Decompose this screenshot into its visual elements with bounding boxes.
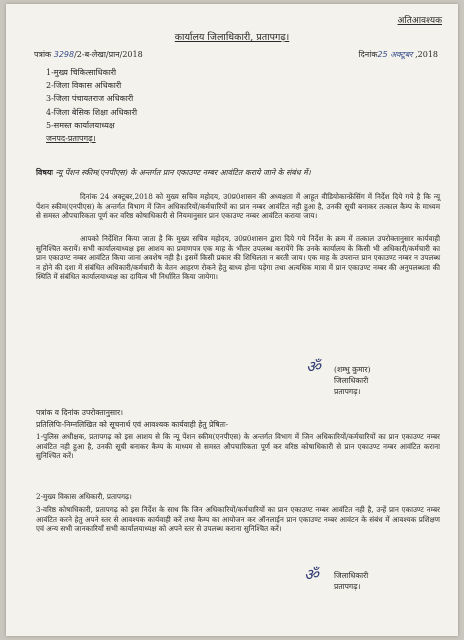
letter-date (358, 50, 438, 61)
copy-reference-line: पत्रांक व दिनांक उपरोक्तानुसार। (36, 408, 123, 417)
signature-block-2 (334, 570, 368, 592)
signatory-title-2: जिलाधिकारी (334, 571, 369, 580)
subject-label: विषयः (36, 168, 53, 177)
copy-item-2: 2-मुख्य विकास अधिकारी, प्रतापगढ़। (36, 492, 132, 501)
office-heading: कार्यालय जिलाधिकारी, प्रतापगढ़। (174, 32, 290, 43)
body-paragraph-2: आपको निर्देशित किया जाता है कि मुख्य सचिव महोदय, उ0प्र0शासन द्वारा दिये गये निर्देश के क्रम में तत्काल उपरोक्तानुसार कार्यवाही सुनिश्चित करायें। सभी कार्यालयाध्यक्ष इस आशय का प्रमाणपत्र एक माह के भीतर उपलब्ध करायेंगे कि उनके कार्यालय के किसी भी अधिकारी/कर्मचारी का प्रान एकाउण्ट नम्बर आवंटित किया जाना अवशेष नही है। इसमें किसी प्रकार की शिथिलता न बरती जाय। एक माह के उपरान्त प्रान एकाउण्ट नम्बर न उपलब्ध न होने की दशा में संबंधित अधिकारी/कर्मचारी के वेतन आहरण रोकने हेतु बाध्य होना पड़ेगा तथा अत्यधिक मात्रा में प्रान एकाउण्ट नम्बर की अनुपलब्धता की स्थिति में संबंधित कार्यालयाध्यक्ष का दायित्व भी निर्धारित किया जायेगा। (36, 234, 440, 281)
ref-prefix: पत्रांक (34, 50, 52, 59)
urgent-label: अतिआवश्यक (397, 16, 442, 26)
recipient-item: 5-समस्त कार्यालयाध्यक्ष (46, 120, 115, 130)
copy-heading: प्रतिलिपिः-निम्नलिखित को सूचनार्थ एवं आवश्यक कार्यवाही हेतु प्रेषितः- (36, 420, 229, 429)
signatory-place-2: प्रतापगढ़। (334, 582, 361, 591)
recipient-list (46, 66, 137, 145)
copy-item-1: 1-पुलिस अधीक्षक, प्रतापगढ़ को इस आशय से कि न्यू पेंशन स्कीम(एनपीएस) के अन्तर्गत विभाग में जिन अधिकारियों/कर्मचारियों का प्रान एकाउण्ट नम्बर आवंटित नही हुआ है, उनकी सूची बनाकर कैम्प के माध्यम से समस्त औपचारिकता पूर्ण कर वरिष्ठ कोषाधिकारी से प्रान एकाउण्ट नम्बर आवंटित कराना सुनिश्चित करें। (36, 432, 440, 460)
signatory-name: (शम्भु कुमार) (334, 365, 371, 374)
recipient-item: 2-जिला विकास अधिकारी (46, 81, 122, 91)
subject-line (36, 168, 448, 178)
signature-block-1 (334, 364, 371, 397)
date-handwritten: 25 अक्टूबर (377, 50, 413, 59)
signatory-place: प्रतापगढ़। (334, 387, 361, 396)
copy-item-3: 3-वरिष्ठ कोषाधिकारी, प्रतापगढ़ को इस निर्देश के साथ कि जिन अधिकारियों/कर्मचारियों का प्रान एकाउण्ट नम्बर आवंटित नही है, उन्हें प्रान एकाउण्ट नम्बर आवंटित करने हेतु अपने स्तर से आवश्यक कार्यवाही करें तथा कैम्प का आयोजन कर ऑनलाईन प्रान एकाउण्ट नम्बर आवंटन के संबंध में आवश्यक प्रशिक्षण एवं अन्य सभी जानकारियाँ सभी कार्यालयाध्यक्ष को अपने स्तर से उपलब्ध कराना सुनिश्चित करें। (36, 505, 440, 533)
recipient-item: 1-मुख्य चिकित्साधिकारी (46, 68, 117, 77)
recipient-item: 3-जिला पंचायतराज अधिकारी (46, 94, 134, 104)
date-prefix: दिनांक (358, 50, 378, 59)
body-paragraph-1: दिनांक 24 अक्टूबर,2018 को मुख्य सचिव महोदय, उ0प्र0शासन की अध्यक्षता में आहूत वीडियोकान्फ्रेंसिंग में निर्देश दिये गये है कि न्यू पेंशन स्कीम(एनपीएस) के अन्तर्गत विभाग में जिन अधिकारियों/कर्मचारियों का प्रान नम्बर आवंटित नही हुआ है, उनकी सूची बनाकर तत्काल कैम्प के माध्यम से समस्त औपचारिकता पूर्ण कर वरिष्ठ कोषाधिकारी से नियमानुसार प्रान एकाउण्ट नम्बर आवंटित कराया जाय। (36, 192, 440, 220)
signature-scribble-2: ॐ (304, 565, 319, 584)
district-line: जनपद-प्रतापगढ़। (46, 133, 96, 143)
ref-suffix: /2-ब-लेखा/प्रान/2018 (74, 50, 143, 59)
signatory-title: जिलाधिकारी (334, 376, 369, 385)
date-year: ,2018 (415, 50, 438, 59)
signature-scribble: ॐ (306, 357, 321, 376)
document-page (6, 4, 458, 636)
ref-number-handwritten: 3298 (53, 50, 75, 59)
subject-text: न्यू पेंशन स्कीम(एनपीएस) के अन्तर्गत प्रान एकाउण्ट नम्बर आवंटित कराये जाने के संबंध में। (55, 168, 311, 177)
recipient-item: 4-जिला बेसिक शिक्षा अधिकारी (46, 107, 138, 117)
reference-number (34, 50, 143, 61)
